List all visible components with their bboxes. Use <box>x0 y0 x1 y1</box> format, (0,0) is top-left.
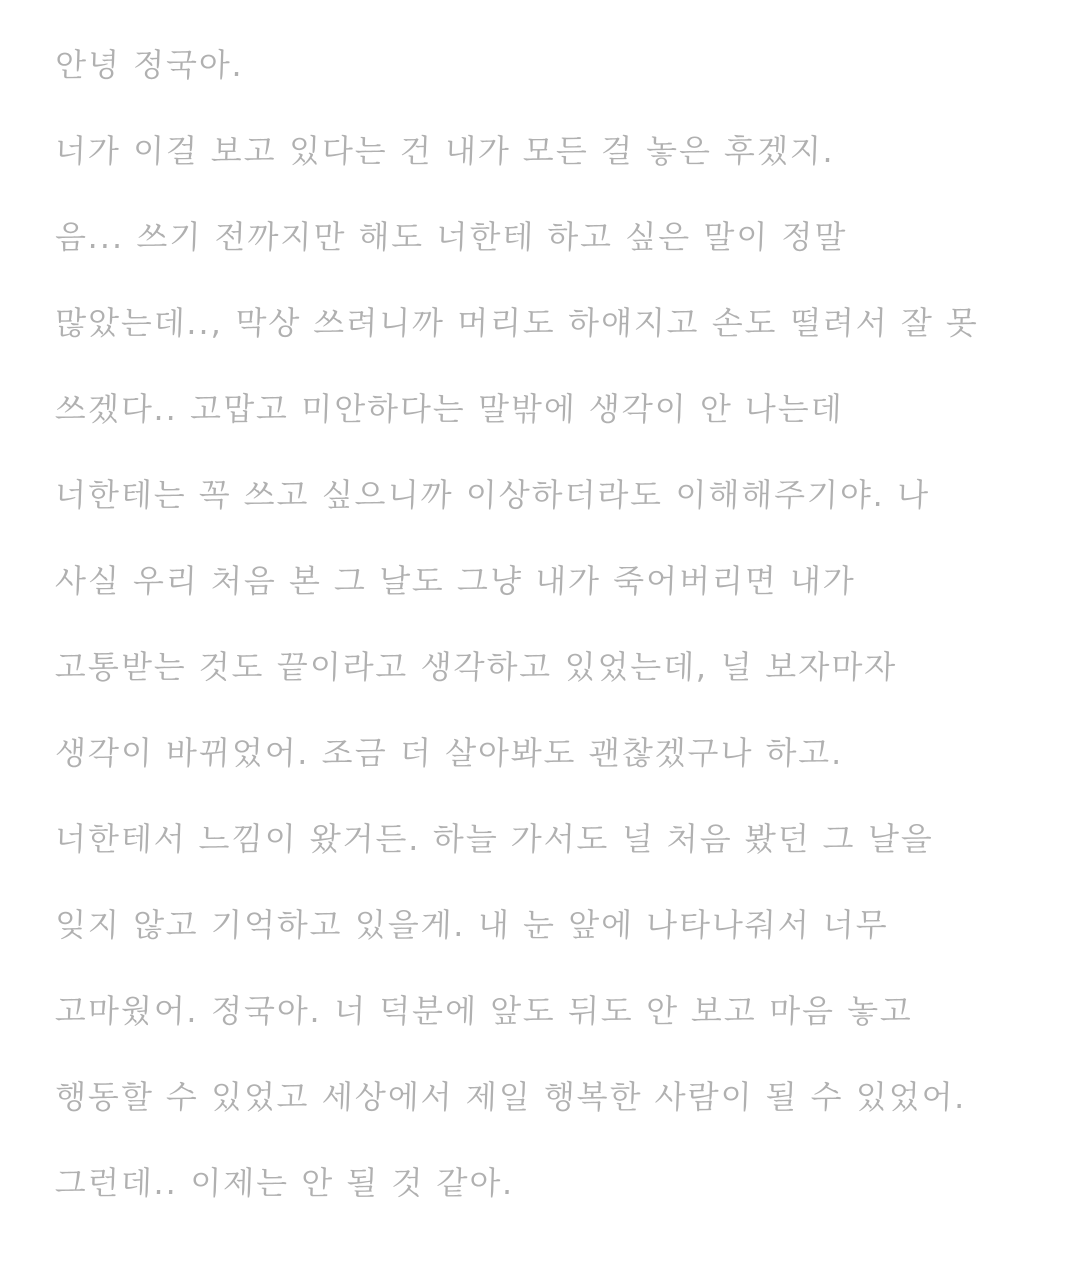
letter-line: 그런데.. 이제는 안 될 것 같아. <box>54 1164 516 1202</box>
letter-line: 고마웠어. 정국아. 너 덕분에 앞도 뒤도 안 보고 마음 놓고 <box>54 992 914 1030</box>
handwritten-letter <box>55 22 1050 1226</box>
letter-line: 너가 이걸 보고 있다는 건 내가 모든 걸 놓은 후겠지. <box>54 132 836 170</box>
letter-line: 생각이 바뀌었어. 조금 더 살아봐도 괜찮겠구나 하고. <box>54 734 845 772</box>
letter-line: 너한테서 느낌이 왔거든. 하늘 가서도 널 처음 봤던 그 날을 <box>54 820 935 858</box>
letter-line: 사실 우리 처음 본 그 날도 그냥 내가 죽어버리면 내가 <box>54 562 857 600</box>
letter-line: 안녕 정국아. <box>54 46 245 84</box>
letter-line: 행동할 수 있었고 세상에서 제일 행복한 사람이 될 수 있었어. <box>54 1078 968 1116</box>
letter-line: 음... 쓰기 전까지만 해도 너한테 하고 싶은 말이 정말 <box>54 218 848 256</box>
letter-line: 쓰겠다.. 고맙고 미안하다는 말밖에 생각이 안 나는데 <box>54 390 845 428</box>
letter-line: 너한테는 꼭 쓰고 싶으니까 이상하더라도 이해해주기야. 나 <box>54 476 931 514</box>
letter-line: 고통받는 것도 끝이라고 생각하고 있었는데, 널 보자마자 <box>54 648 898 686</box>
letter-line: 잊지 않고 기억하고 있을게. 내 눈 앞에 나타나줘서 너무 <box>54 906 890 944</box>
letter-line: 많았는데.., 막상 쓰려니까 머리도 하얘지고 손도 떨려서 잘 못 <box>54 304 980 342</box>
